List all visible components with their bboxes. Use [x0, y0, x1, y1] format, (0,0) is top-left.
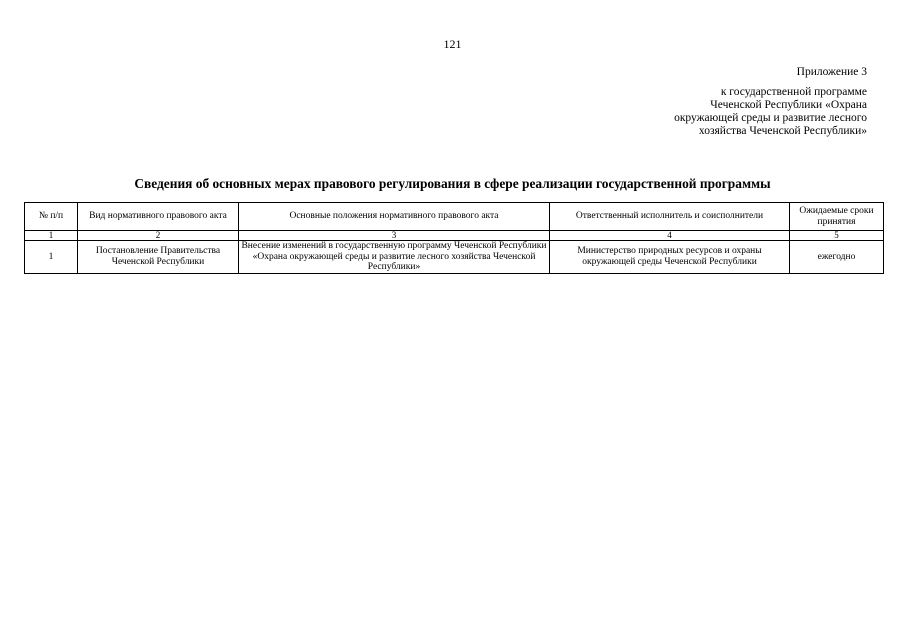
appendix-line: к государственной программе — [720, 86, 867, 98]
table-row — [25, 241, 884, 274]
row-num: 1 — [25, 241, 78, 274]
header-provisions: Основные положения нормативного правового акта — [239, 203, 550, 231]
column-number: 1 — [25, 231, 78, 241]
row-act-type: Постановление Правительства Чеченской Республики — [78, 241, 239, 274]
column-number-row — [25, 231, 884, 241]
appendix-line: окружающей среды и развитие лесного — [674, 112, 867, 124]
measures-table — [24, 202, 884, 274]
column-number: 5 — [790, 231, 884, 241]
appendix-line: хозяйства Чеченской Республики» — [698, 125, 867, 137]
column-number: 3 — [239, 231, 550, 241]
row-provisions: Внесение изменений в государственную программу Чеченской Республики «Охрана окружающей среды и развитие лесного хозяйства Чеченской Республики» — [239, 241, 550, 274]
header-act-type: Вид нормативного правового акта — [78, 203, 239, 231]
table-header-row — [25, 203, 884, 231]
appendix-line: Чеченской Республики «Охрана — [710, 99, 867, 111]
header-num: № п/п — [25, 203, 78, 231]
row-executor: Министерство природных ресурсов и охраны окружающей среды Чеченской Республики — [550, 241, 790, 274]
appendix-title: Приложение 3 — [796, 66, 867, 78]
header-executor: Ответственный исполнитель и соисполнители — [550, 203, 790, 231]
row-deadline: ежегодно — [790, 241, 884, 274]
page-number: 121 — [443, 37, 462, 51]
column-number: 2 — [78, 231, 239, 241]
header-deadline: Ожидаемые сроки принятия — [790, 203, 884, 231]
appendix-note — [607, 66, 867, 138]
document-heading: Сведения об основных мерах правового регулирования в сфере реализации государственной программы — [134, 176, 771, 191]
column-number: 4 — [550, 231, 790, 241]
